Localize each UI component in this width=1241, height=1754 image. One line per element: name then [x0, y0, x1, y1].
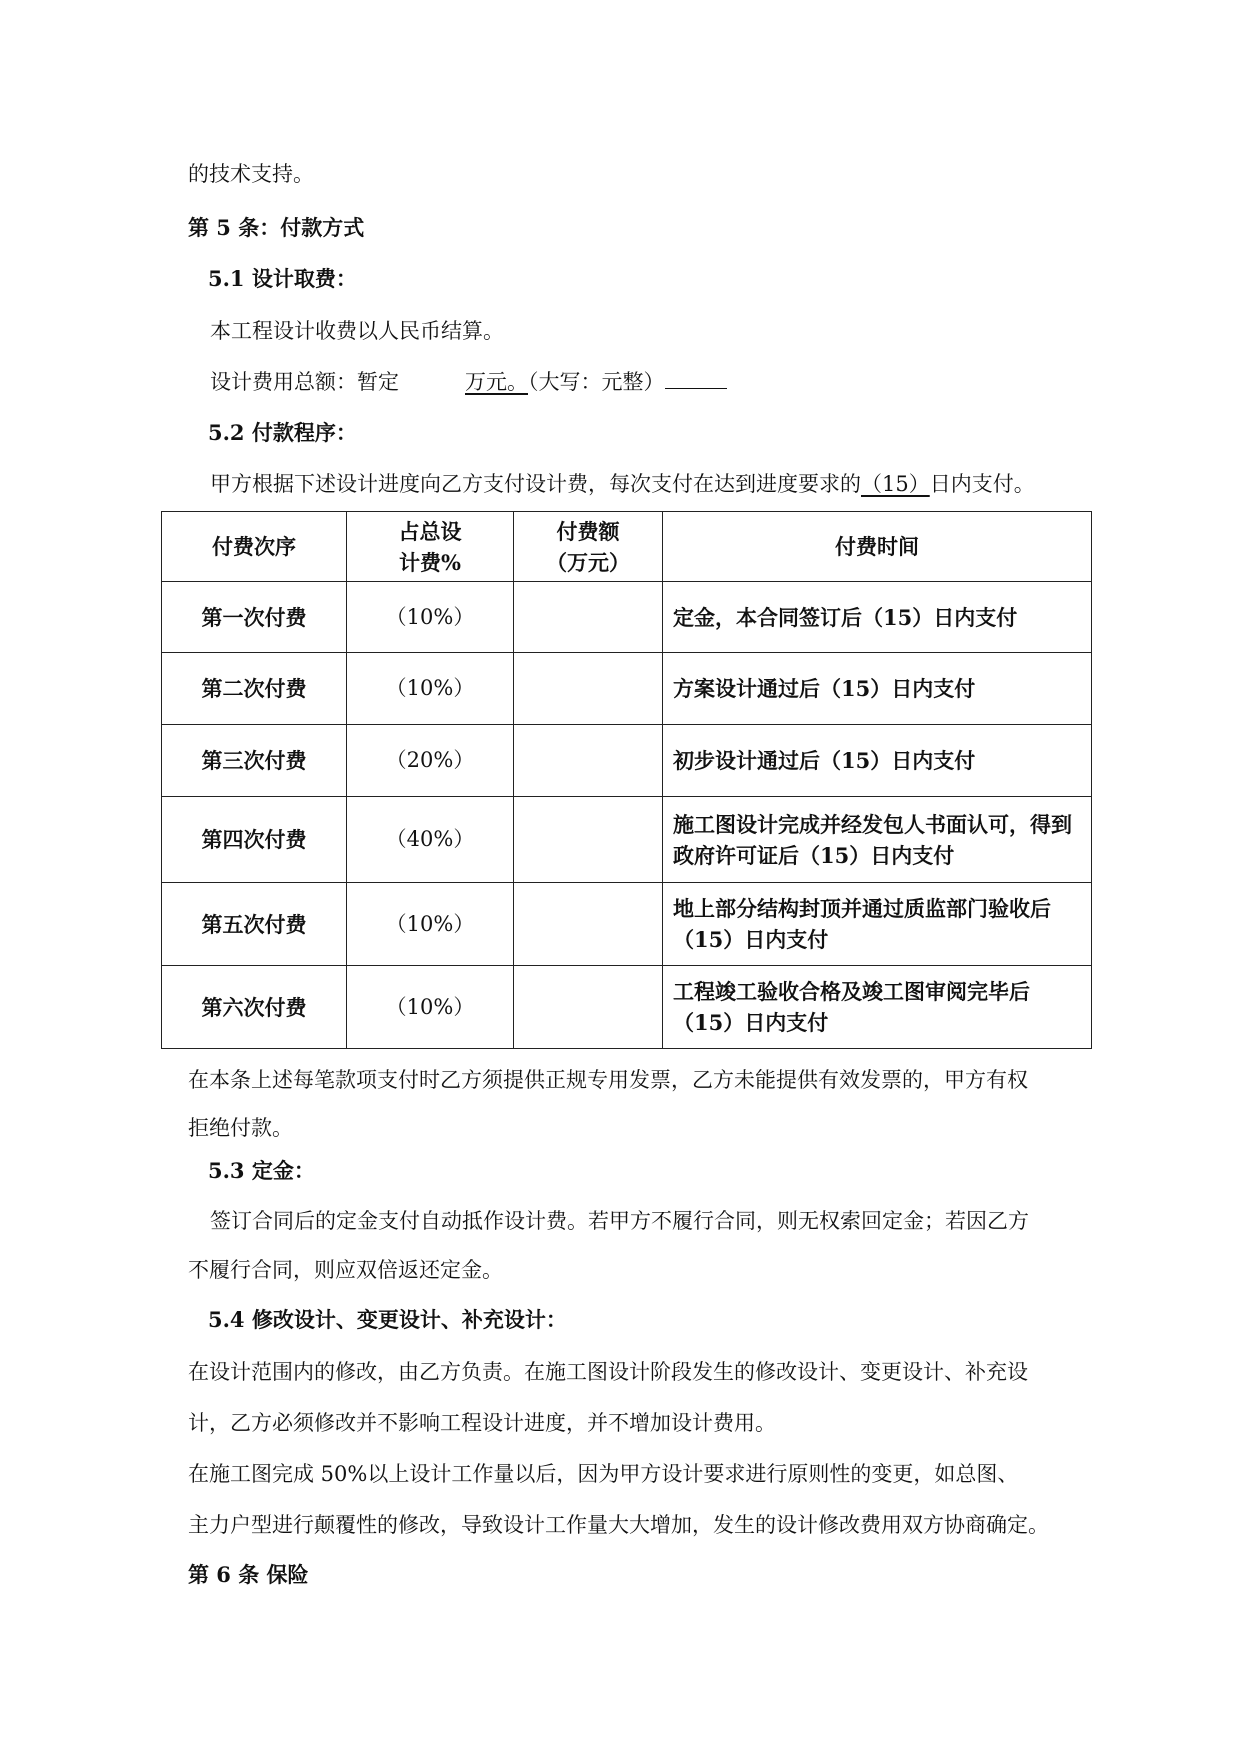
cell-order: 第五次付费: [162, 883, 347, 966]
header-order: [162, 512, 347, 582]
payment-intro-end: 日内支付。: [929, 472, 1035, 496]
table-header-row: [162, 512, 1092, 582]
section-heading-5: 第 5 条：付款方式: [188, 215, 365, 240]
cell-percent: （10%）: [347, 883, 514, 966]
cell-amount: [514, 725, 663, 797]
header-amount: [514, 512, 663, 582]
text-line: 在施工图完成 50%以上设计工作量以后，因为甲方设计要求进行原则性的变更，如总图、: [188, 1462, 1019, 1486]
cell-time: 方案设计通过后（15）日内支付: [663, 653, 1092, 725]
fee-capital: （大写：元整）: [528, 370, 665, 394]
header-text: 付费额: [556, 518, 620, 544]
payment-days: （15）: [861, 472, 930, 496]
cell-time: 地上部分结构封顶并通过质监部门验收后（15）日内支付: [663, 883, 1092, 966]
cell-percent: （40%）: [347, 797, 514, 883]
payment-intro-line: [210, 470, 1035, 498]
fee-total-label: 设计费用总额：暂定: [210, 370, 399, 394]
fee-blank: [665, 370, 727, 389]
table-row: [162, 797, 1092, 883]
text-line: 签订合同后的定金支付自动抵作设计费。若甲方不履行合同，则无权索回定金；若因乙方: [210, 1209, 1029, 1233]
header-text: （万元）: [546, 549, 630, 575]
table-row: [162, 725, 1092, 797]
cell-amount: [514, 653, 663, 725]
cell-percent: （10%）: [347, 582, 514, 653]
cell-percent: （10%）: [347, 966, 514, 1049]
subsection-heading-5-4: 5.4 修改设计、变更设计、补充设计：: [208, 1307, 567, 1332]
text-line: 在设计范围内的修改，由乙方负责。在施工图设计阶段发生的修改设计、变更设计、补充设: [188, 1360, 1028, 1384]
table-row: [162, 582, 1092, 653]
cell-amount: [514, 966, 663, 1049]
section-heading-6: 第 6 条 保险: [188, 1562, 309, 1587]
cell-order: 第一次付费: [162, 582, 347, 653]
header-text: 付费次序: [212, 534, 296, 559]
cell-time: 施工图设计完成并经发包人书面认可，得到政府许可证后（15）日内支付: [663, 797, 1092, 883]
text-line: 主力户型进行颠覆性的修改，导致设计工作量大大增加，发生的设计修改费用双方协商确定。: [188, 1513, 1049, 1537]
payment-intro-text: 甲方根据下述设计进度向乙方支付设计费，每次支付在达到进度要求的: [210, 472, 861, 496]
header-percent: [347, 512, 514, 582]
text-line: 在本条上述每笔款项支付时乙方须提供正规专用发票，乙方未能提供有效发票的，甲方有权: [188, 1068, 1028, 1092]
payment-schedule-table: [161, 511, 1092, 1049]
table-row: [162, 653, 1092, 725]
cell-percent: （20%）: [347, 725, 514, 797]
text-line: 不履行合同，则应双倍返还定金。: [188, 1258, 503, 1282]
cell-order: 第四次付费: [162, 797, 347, 883]
cell-amount: [514, 883, 663, 966]
text-line: 计，乙方必须修改并不影响工程设计进度，并不增加设计费用。: [188, 1411, 776, 1435]
header-text: 占总设: [398, 518, 462, 544]
header-text: 付费时间: [835, 534, 919, 559]
cell-amount: [514, 582, 663, 653]
cell-order: 第二次付费: [162, 653, 347, 725]
text-line: 拒绝付款。: [188, 1116, 293, 1140]
cell-amount: [514, 797, 663, 883]
cell-time: 初步设计通过后（15）日内支付: [663, 725, 1092, 797]
subsection-heading-5-1: 5.1 设计取费：: [208, 266, 357, 291]
cell-order: 第六次付费: [162, 966, 347, 1049]
header-time: [663, 512, 1092, 582]
cell-time: 工程竣工验收合格及竣工图审阅完毕后（15）日内支付: [663, 966, 1092, 1049]
fee-unit: 万元。: [465, 370, 528, 394]
text-line: 本工程设计收费以人民币结算。: [210, 319, 504, 343]
cell-time: 定金，本合同签订后（15）日内支付: [663, 582, 1092, 653]
header-text: 计费%: [399, 549, 461, 575]
cell-order: 第三次付费: [162, 725, 347, 797]
table-row: [162, 966, 1092, 1049]
fee-total-line: [210, 368, 727, 396]
table-row: [162, 883, 1092, 966]
text-line: 的技术支持。: [188, 162, 314, 186]
cell-percent: （10%）: [347, 653, 514, 725]
subsection-heading-5-2: 5.2 付款程序：: [208, 420, 357, 445]
subsection-heading-5-3: 5.3 定金：: [208, 1158, 315, 1183]
